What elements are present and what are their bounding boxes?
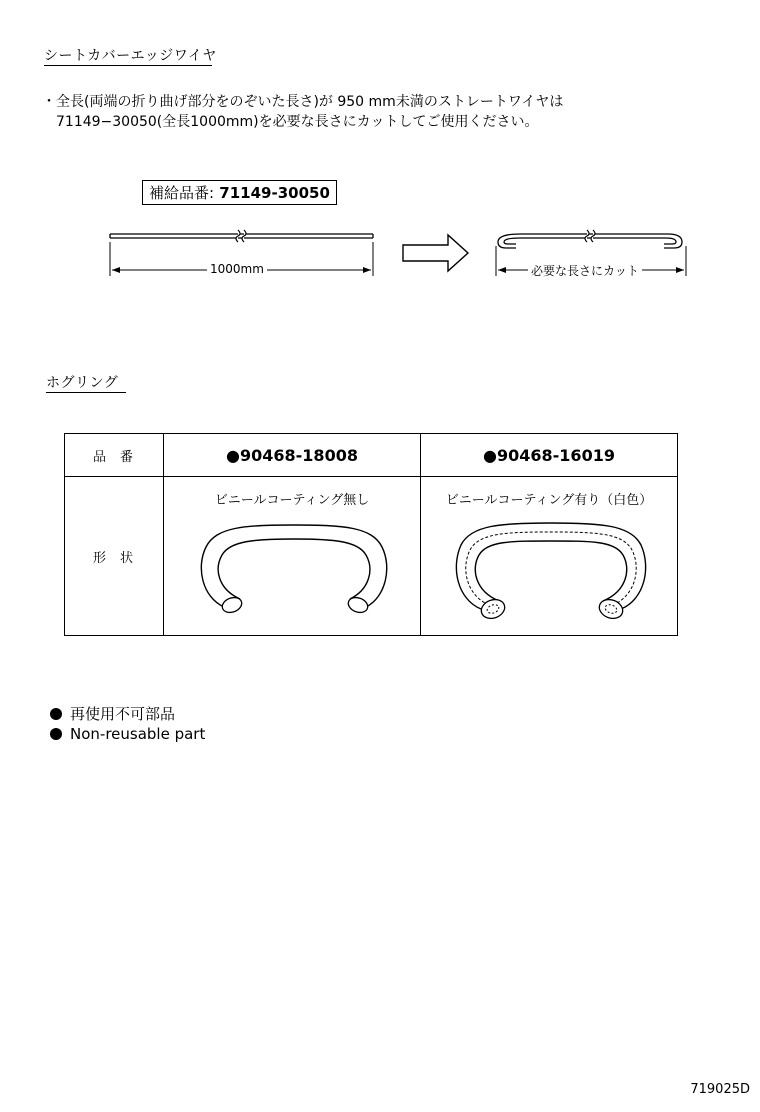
bent-wire: [498, 230, 682, 248]
bullet-icon: [50, 708, 62, 720]
shape-row: [65, 477, 678, 636]
cut-label: 必要な長さにカット: [528, 262, 642, 279]
hog-ring-uncoated-icon: [194, 517, 394, 627]
length-label: 1000mm: [207, 262, 267, 276]
bullet-icon: [50, 728, 62, 740]
hog-ring-table: [64, 433, 678, 636]
shape-header: 形状: [65, 477, 164, 636]
hog-ring-heading: ホグリング: [46, 375, 119, 391]
hog-ring-heading-underline: [46, 392, 126, 393]
edge-wire-heading-underline: [44, 65, 212, 66]
part-number-cell: ●90468-16019: [421, 434, 678, 477]
supply-part-label: 補給品番:: [149, 184, 215, 202]
straight-wire: [110, 230, 373, 242]
shape-caption: ビニールコーティング無し: [214, 493, 370, 508]
part-number-header: 品番: [65, 434, 164, 477]
shape-cell-coated: [421, 477, 678, 636]
edge-wire-note-line1: ・全長(両端の折り曲げ部分をのぞいた長さ)が 950 mm未満のストレートワイヤは: [42, 94, 564, 110]
part-number-row: [65, 434, 678, 477]
edge-wire-note-line2: 71149−30050(全長1000mm)を必要な長さにカットしてご使用ください。: [56, 114, 539, 130]
part-number-cell: ●90468-18008: [164, 434, 421, 477]
shape-caption: ビニールコーティング有り（白色）: [445, 493, 653, 508]
hog-ring-coated-icon: [451, 517, 651, 627]
legend-item: [50, 725, 205, 743]
edge-wire-heading: シートカバーエッジワイヤ: [44, 48, 217, 64]
supply-part-number: 71149-30050: [219, 184, 330, 202]
right-arrow-icon: [403, 235, 468, 271]
wire-diagram: [0, 220, 760, 290]
legend-label: 再使用不可部品: [70, 705, 176, 723]
legend-item: [50, 703, 175, 724]
shape-cell-uncoated: [164, 477, 421, 636]
figure-code: 719025D: [690, 1082, 750, 1097]
supply-part-box: [142, 180, 337, 205]
legend-label: Non-reusable part: [70, 725, 206, 743]
